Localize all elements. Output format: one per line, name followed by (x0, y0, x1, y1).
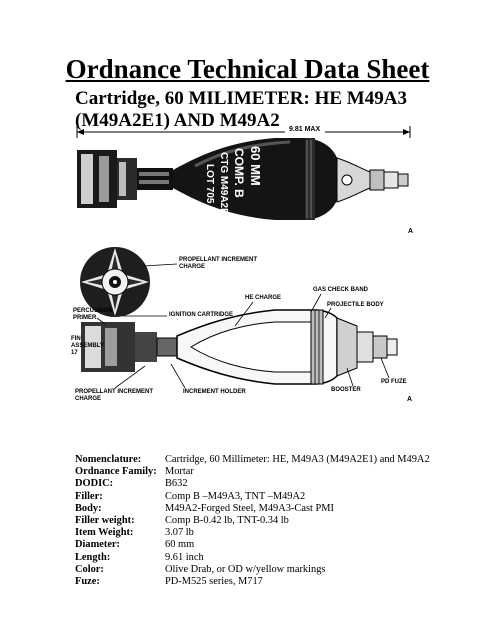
spec-row (75, 491, 485, 503)
spec-label: Color: (75, 563, 104, 575)
spec-row (75, 515, 485, 527)
spec-row (75, 539, 485, 551)
marking-line-1: 60 MM (248, 146, 263, 186)
spec-row (75, 576, 485, 588)
spec-row (75, 503, 485, 515)
spec-value: Comp B-0.42 lb, TNT-0.34 lb (165, 515, 289, 527)
spec-value: 60 mm (165, 539, 195, 551)
subtitle-line-2: (M49A2E1) AND M49A2 (75, 110, 280, 131)
document-title: Ordnance Technical Data Sheet (65, 54, 430, 84)
spec-label: Filler weight: (75, 515, 135, 527)
marking-line-2: COMP. B (232, 148, 246, 198)
callout-percussion-primer: PERCUSSION PRIMER (73, 308, 113, 321)
overall-length-dimension: 9.81 MAX (289, 126, 321, 133)
callout-pd-fuze: PD FUZE (381, 379, 407, 385)
cartridge-cutaway-diagram (71, 240, 415, 410)
spec-row (75, 527, 485, 539)
subtitle-line-1: Cartridge, 60 MILIMETER: HE M49A3 (75, 88, 407, 109)
spec-row (75, 564, 485, 576)
spec-value: B632 (165, 478, 188, 490)
spec-row (75, 552, 485, 564)
callout-propellant-increment-top: PROPELLANT INCREMENT CHARGE (179, 257, 257, 270)
spec-label: Nomenclature: (75, 454, 142, 465)
spec-label: Item Weight: (75, 527, 134, 539)
callout-ignition-cartridge: IGNITION CARTRIDGE (169, 312, 233, 318)
specifications-table (75, 454, 485, 588)
plate-letter-bottom: A (407, 396, 413, 403)
callout-projectile-body: PROJECTILE BODY (327, 302, 384, 308)
spec-label: Body: (75, 502, 102, 514)
cartridge-exterior-drawing (75, 118, 415, 238)
spec-value: Comp B –M49A3, TNT –M49A2 (165, 490, 306, 502)
marking-line-3: CTG M49A2E1 (218, 152, 229, 221)
plate-letter-top: A (408, 228, 414, 235)
spec-label: Diameter: (75, 539, 120, 551)
marking-line-4: LOT 705 (204, 164, 215, 204)
spec-row (75, 466, 485, 478)
spec-label: DODIC: (75, 478, 114, 490)
cartridge-exterior-photo (75, 118, 415, 238)
spec-value: 3.07 lb (165, 527, 194, 539)
spec-label: Filler: (75, 490, 103, 502)
callout-fin-assembly: FIN ASSEMBLY 17 (71, 336, 104, 356)
spec-value: PD-M525 series, M717 (165, 576, 263, 588)
callout-he-charge: HE CHARGE (245, 295, 282, 301)
spec-value: Olive Drab, or OD w/yellow markings (165, 563, 326, 575)
spec-row (75, 478, 485, 490)
callout-booster: BOOSTER (331, 387, 361, 393)
spec-value: 9.61 inch (165, 551, 204, 563)
spec-value: M49A2-Forged Steel, M49A3-Cast PMI (165, 502, 334, 514)
callout-increment-holder: INCREMENT HOLDER (183, 389, 246, 395)
callout-gas-check-band: GAS CHECK BAND (313, 287, 369, 293)
callout-propellant-increment-bottom: PROPELLANT INCREMENT CHARGE (75, 389, 153, 402)
spec-label: Length: (75, 551, 111, 563)
spec-label: Ordnance Family: (75, 466, 157, 478)
spec-row (75, 454, 485, 466)
spec-label: Fuze: (75, 576, 100, 588)
spec-value: Mortar (165, 466, 194, 478)
spec-value: Cartridge, 60 Millimeter: HE, M49A3 (M49A2E1) and M49A2 (165, 454, 430, 465)
